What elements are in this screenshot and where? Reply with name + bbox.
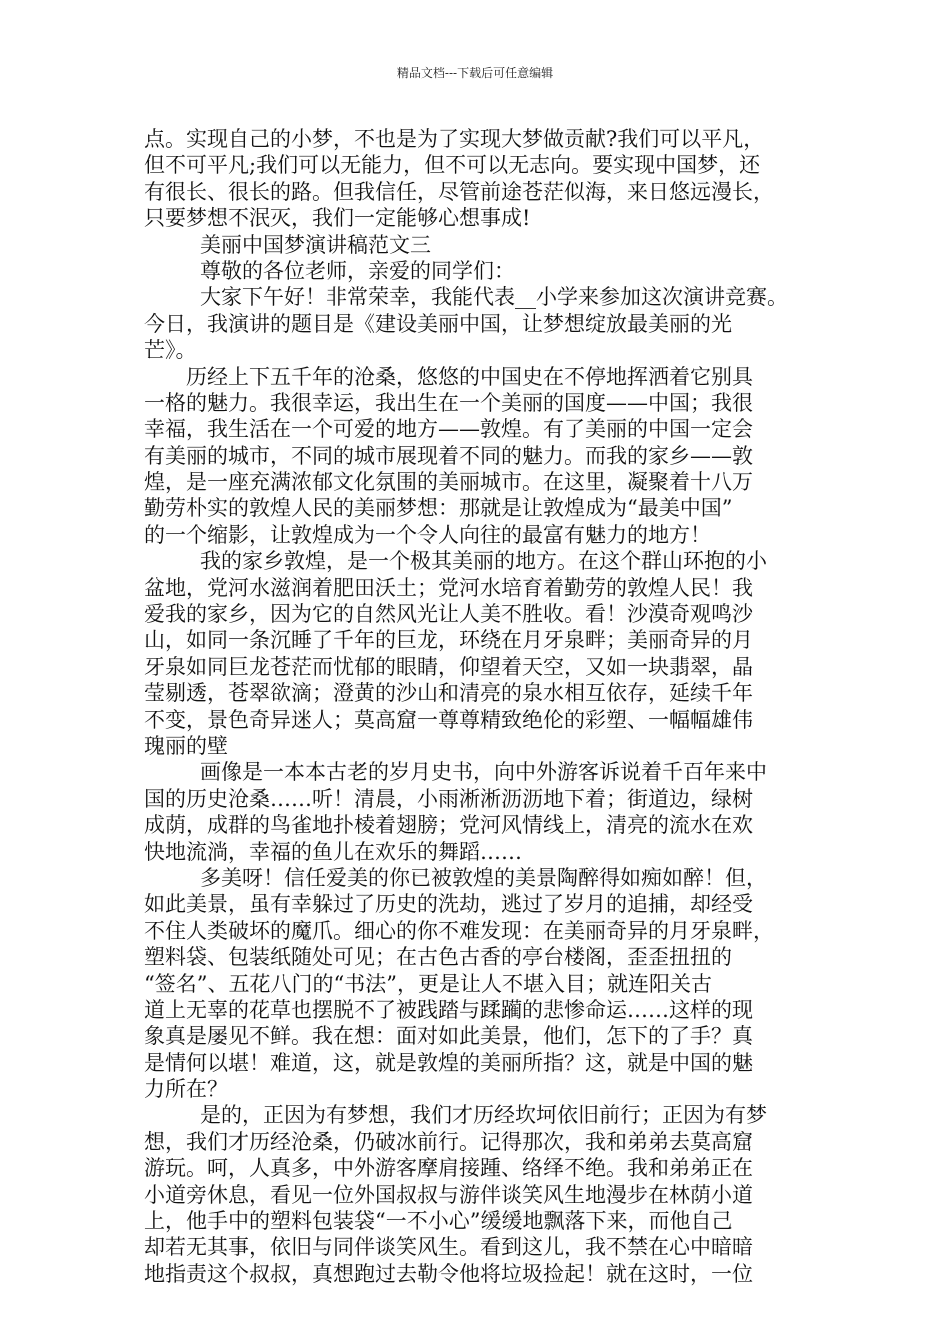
text-line: 不住人类破坏的魔爪。细心的你不难发现：在美丽奇异的月牙泉畔， xyxy=(144,918,774,943)
paragraph-start: 是的，正因为有梦想，我们才历经坎坷依旧前行；正因为有梦 xyxy=(200,1103,767,1128)
text-line: 小道旁休息，看见一位外国叔叔与游伴谈笑风生地漫步在林荫小道 xyxy=(144,1182,753,1207)
text-line: 但不可平凡;我们可以无能力，但不可以无志向。要实现中国梦，还 xyxy=(144,153,761,178)
text-line: 国的历史沧桑……听！清晨，小雨淅淅沥沥地下着；街道边，绿树 xyxy=(144,786,753,811)
text-line: 煌，是一座充满浓郁文化氛围的美丽城市。在这里，凝聚着十八万 xyxy=(144,470,753,495)
text-line: 莹剔透，苍翠欲滴；澄黄的沙山和清亮的泉水相互依存，延续千年 xyxy=(144,681,753,706)
page-header: 精品文档---下载后可任意编辑 xyxy=(396,66,554,80)
text-line: 塑料袋、包装纸随处可见；在古色古香的亭台楼阁，歪歪扭扭的 xyxy=(144,945,732,970)
text-line: 如此美景，虽有幸躲过了历史的洗劫，逃过了岁月的追捕，却经受 xyxy=(144,892,753,917)
paragraph-start: 多美呀！信任爱美的你已被敦煌的美景陶醉得如痴如醉！但， xyxy=(200,865,767,890)
text-line: 有美丽的城市，不同的城市展现着不同的魅力。而我的家乡——敦 xyxy=(144,443,753,468)
text-line: 地指责这个叔叔，真想跑过去勒令他将垃圾捡起！就在这时，一位 xyxy=(144,1261,753,1286)
text-line: 山，如同一条沉睡了千年的巨龙，环绕在月牙泉畔；美丽奇异的月 xyxy=(144,628,753,653)
text-line: 快地流淌，幸福的鱼儿在欢乐的舞蹈…… xyxy=(144,839,522,864)
text-line: 爱我的家乡，因为它的自然风光让人美不胜收。看！沙漠奇观鸣沙 xyxy=(144,602,753,627)
text-line: 想，我们才历经沧桑，仍破冰前行。记得那次，我和弟弟去莫高窟 xyxy=(144,1129,753,1154)
text-line: 力所在？ xyxy=(144,1077,228,1102)
text-line: 只要梦想不泯灭，我们一定能够心想事成! xyxy=(144,206,531,231)
text-line: 却若无其事，依旧与同伴谈笑风生。看到这儿，我不禁在心中暗暗 xyxy=(144,1235,753,1260)
paragraph-start: 我的家乡敦煌，是一个极其美丽的地方。在这个群山环抱的小 xyxy=(200,549,767,574)
text-line: 道上无辜的花草也摆脱不了被践踏与蹂躏的悲惨命运……这样的现 xyxy=(144,997,753,1022)
document-body xyxy=(144,126,808,1287)
text-line: 芒》。 xyxy=(144,338,197,363)
text-line: 勤劳朴实的敦煌人民的美丽梦想：那就是让敦煌成为“最美中国” xyxy=(144,496,733,521)
text-line: 瑰丽的壁 xyxy=(144,733,228,758)
salutation: 尊敬的各位老师，亲爱的同学们： xyxy=(200,258,515,283)
text-line: 幸福，我生活在一个可爱的地方——敦煌。有了美丽的中国一定会 xyxy=(144,417,753,442)
text-line: 象真是屡见不鲜。我在想：面对如此美景，他们，怎下的了手？真 xyxy=(144,1024,753,1049)
text-line: 牙泉如同巨龙苍茫而忧郁的眼睛，仰望着天空，又如一块翡翠，晶 xyxy=(144,654,753,679)
text-line: 是情何以堪！难道，这，就是敦煌的美丽所指？这，就是中国的魅 xyxy=(144,1050,753,1075)
text-line: 上，他手中的塑料包装袋“一不小心”缓缓地飘落下来，而他自己 xyxy=(144,1209,733,1234)
section-title: 美丽中国梦演讲稿范文三 xyxy=(200,232,431,257)
text-line: 的一个缩影，让敦煌成为一个令人向往的最富有魅力的地方！ xyxy=(144,522,711,547)
text-line: 点。实现自己的小梦，不也是为了实现大梦做贡献?我们可以平凡， xyxy=(144,127,765,151)
text-line: 今日，我演讲的题目是《建设美丽中国，让梦想绽放最美丽的光 xyxy=(144,311,732,336)
text-line: 不变，景色奇异迷人；莫高窟一尊尊精致绝伦的彩塑、一幅幅雄伟 xyxy=(144,707,753,732)
text-line: 有很长、很长的路。但我信任，尽管前途苍茫似海，来日悠远漫长， xyxy=(144,179,774,204)
text-line: “签名”、五花八门的“书法”，更是让人不堪入目；就连阳关古 xyxy=(144,971,712,996)
paragraph-start: 历经上下五千年的沧桑，悠悠的中国史在不停地挥洒着它别具 xyxy=(186,364,753,389)
text-line: 一格的魅力。我很幸运，我出生在一个美丽的国度——中国；我很 xyxy=(144,390,753,415)
paragraph-start: 画像是一本本古老的岁月史书，向中外游客诉说着千百年来中 xyxy=(200,760,767,785)
text-line: 游玩。呵，人真多，中外游客摩肩接踵、络绎不绝。我和弟弟正在 xyxy=(144,1156,753,1181)
text-line: 盆地，党河水滋润着肥田沃土；党河水培育着勤劳的敦煌人民！我 xyxy=(144,575,753,600)
text-line: 大家下午好！非常荣幸，我能代表__小学来参加这次演讲竞赛。 xyxy=(200,285,788,310)
text-line: 成荫，成群的鸟雀地扑棱着翅膀；党河风情线上，清亮的流水在欢 xyxy=(144,813,753,838)
